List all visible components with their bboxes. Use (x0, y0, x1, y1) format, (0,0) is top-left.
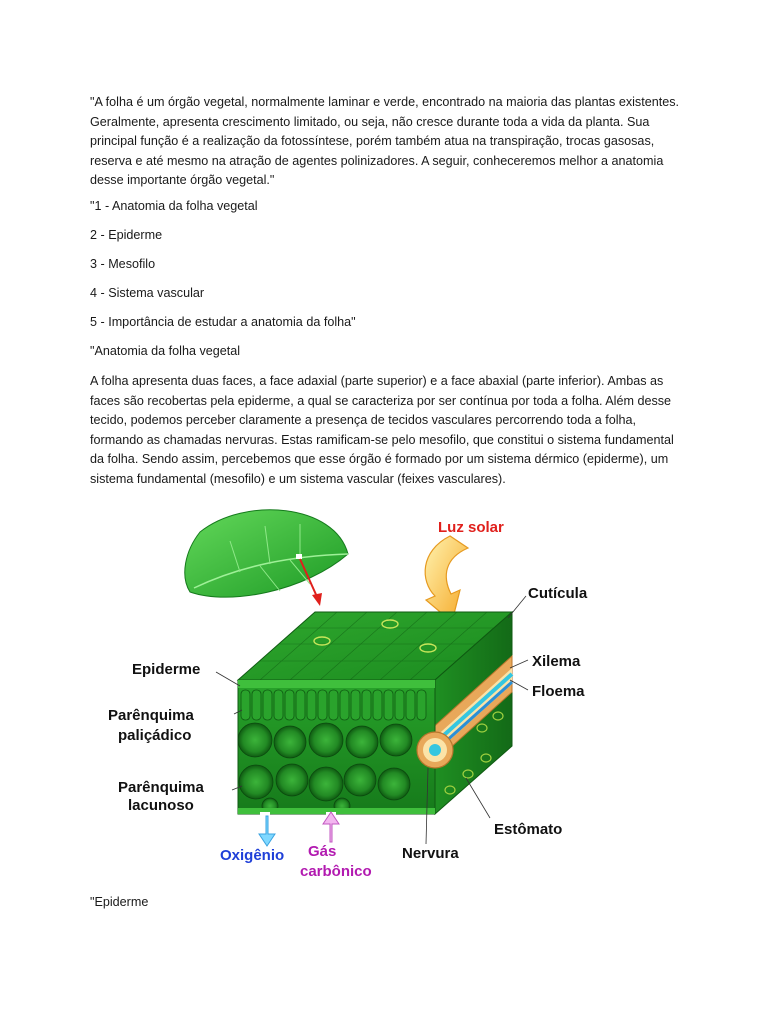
label-oxigenio: Oxigênio (220, 847, 285, 864)
label-gas: Gás (308, 843, 337, 860)
section-paragraph: A folha apresenta duas faces, a face adaxial (parte superior) e a face abaxial (parte inferior). Ambas as faces são recobertas pela epiderme, a qual se caracteriza por ser contínua por toda a folha. Além desse tecido, podemos perceber claramente a presença de tecidos vasculares percorrendo toda a folha, formando as chamadas nervuras. Estas ramificam-se pelo mesofilo, que constitui o sistema fundamental da folha. Sendo assim, percebemos que esse órgão é formado por um sistema dérmico (epiderme), um sistema fundamental (mesofilo) e um sistema vascular (feixes vasculares). (90, 374, 674, 486)
label-parenquima-palicadico-2: paliçádico (118, 727, 192, 744)
topic-item-1: "1 - Anatomia da folha vegetal (90, 199, 258, 213)
label-epiderme: Epiderme (132, 661, 201, 678)
label-cuticula: Cutícula (528, 585, 588, 602)
leaf-illustration (185, 510, 348, 606)
oxygen-arrow (259, 816, 275, 846)
intro-paragraph: "A folha é um órgão vegetal, normalmente laminar e verde, encontrado na maioria das plantas existentes. Geralmente, apresenta crescimento limitado, ou seja, não cresce durante toda a vida da planta. Sua principal função é a realização da fotossíntese, porém também atua na transpiração, trocas gasosas, reserva e até mesmo na atração de agentes polinizadores. A seguir, conheceremos melhor a anatomia desse importante órgão vegetal." (90, 95, 680, 188)
section-heading: "Anatomia da folha vegetal (90, 344, 241, 358)
topic-item-3: 3 - Mesofilo (90, 257, 156, 271)
label-parenquima-lacunoso-1: Parênquima (118, 779, 204, 796)
label-parenquima-lacunoso-2: lacunoso (128, 797, 194, 814)
carbon-dioxide-arrow (323, 812, 339, 842)
sunlight-arrow (425, 536, 468, 622)
label-parenquima-palicadico-1: Parênquima (108, 707, 194, 724)
label-carbonico: carbônico (300, 863, 372, 880)
label-luz-solar: Luz solar (438, 519, 504, 536)
label-xilema: Xilema (532, 653, 581, 670)
leaf-anatomy-diagram (90, 496, 610, 888)
topic-item-5: 5 - Importância de estudar a anatomia da folha" (90, 315, 356, 329)
topic-item-2: 2 - Epiderme (90, 228, 163, 242)
label-estomato: Estômato (494, 821, 563, 838)
label-floema: Floema (532, 683, 585, 700)
topic-item-4: 4 - Sistema vascular (90, 286, 205, 300)
label-nervura: Nervura (402, 845, 459, 862)
next-section-heading: "Epiderme (90, 895, 149, 909)
